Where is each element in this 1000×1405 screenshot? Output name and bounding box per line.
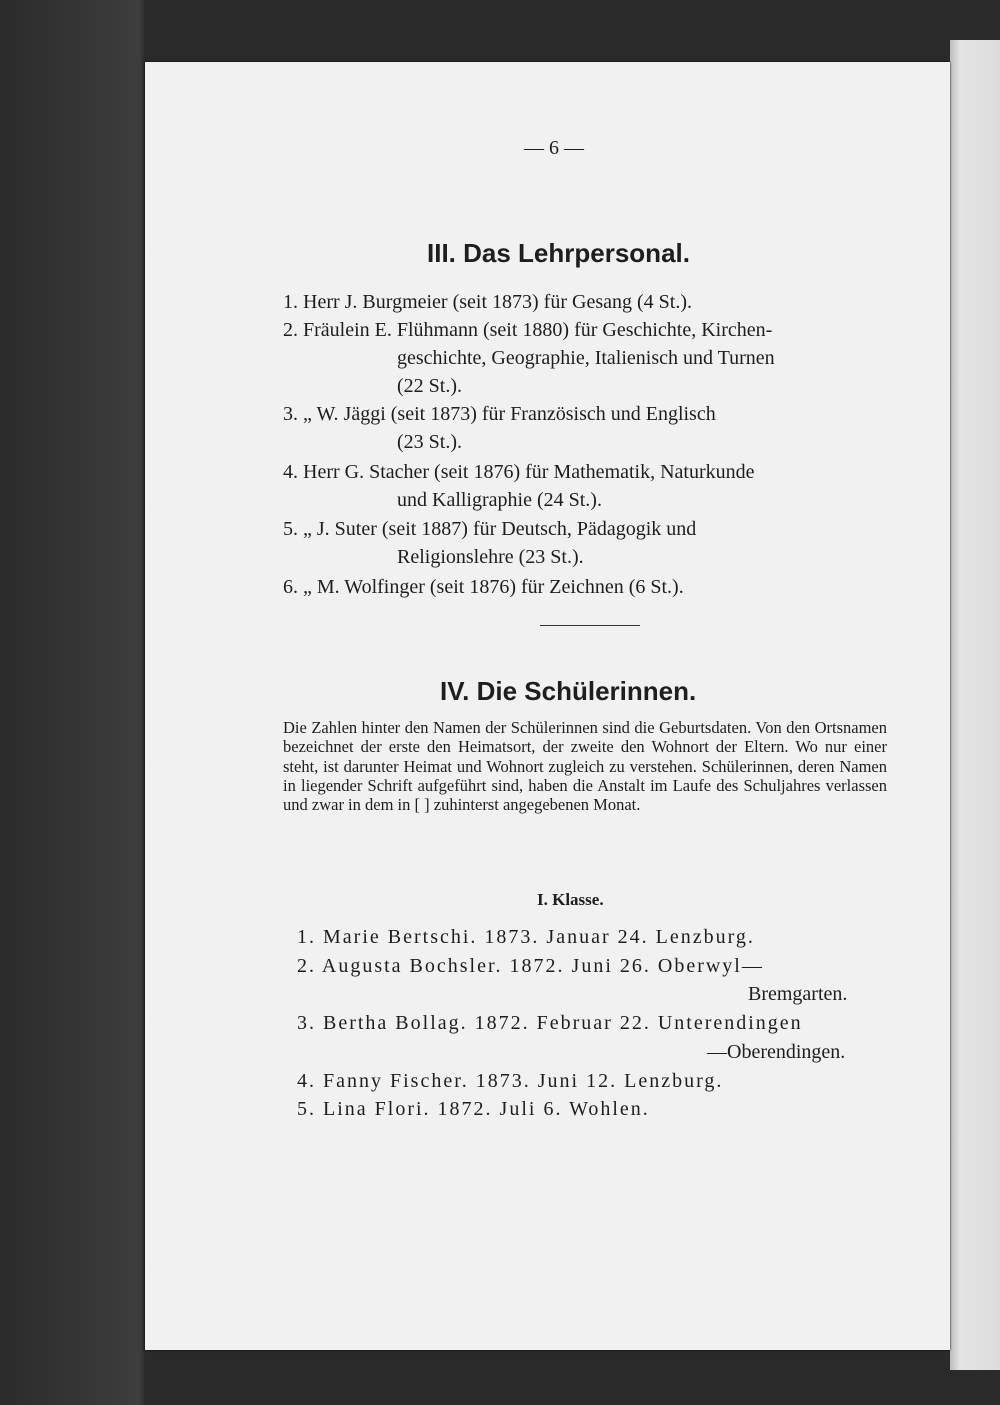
student-line: —Oberendingen. xyxy=(707,1041,846,1063)
teacher-line: (22 St.). xyxy=(397,375,462,397)
teacher-line: 4. Herr G. Stacher (seit 1876) für Mathematik, Naturkunde xyxy=(283,461,755,483)
next-page-edge xyxy=(950,40,1000,1370)
teacher-line: geschichte, Geographie, Italienisch und Turnen xyxy=(397,347,775,369)
student-line: 3. Bertha Bollag. 1872. Februar 22. Unterendingen xyxy=(297,1012,803,1034)
teacher-line: 6. „ M. Wolfinger (seit 1876) für Zeichnen (6 St.). xyxy=(283,576,684,598)
teacher-line: und Kalligraphie (24 St.). xyxy=(397,489,602,511)
teacher-line: Religionslehre (23 St.). xyxy=(397,546,584,568)
student-line: 2. Augusta Bochsler. 1872. Juni 26. Oberwyl— xyxy=(297,955,764,977)
teacher-line: 5. „ J. Suter (seit 1887) für Deutsch, Pädagogik und xyxy=(283,518,697,540)
intro-paragraph: Die Zahlen hinter den Namen der Schülerinnen sind die Geburtsdaten. Von den Ortsnamen bezeichnet der erste den Heimatsort, der zweite den Wohnort der Eltern. Wo nur einer steht, ist darunter Heimat und Wohnort zugleich zu verstehen. Schülerinnen, deren Namen in liegender Schrift aufgeführt sind, haben die Anstalt im Laufe des Schuljahres verlassen und zwar in dem in [ ] zuhinterst angegebenen Monat. xyxy=(283,718,887,815)
section-heading-lehrpersonal: III. Das Lehrpersonal. xyxy=(427,238,690,268)
student-line: 1. Marie Bertschi. 1873. Januar 24. Lenzburg. xyxy=(297,926,755,948)
student-line: 5. Lina Flori. 1872. Juli 6. Wohlen. xyxy=(297,1098,650,1120)
teacher-line: 2. Fräulein E. Flühmann (seit 1880) für Geschichte, Kirchen- xyxy=(283,319,773,341)
student-line: Bremgarten. xyxy=(748,983,848,1005)
teacher-line: (23 St.). xyxy=(397,431,462,453)
class-heading: I. Klasse. xyxy=(537,890,604,909)
page-number: — 6 — xyxy=(524,137,584,159)
teacher-line: 3. „ W. Jäggi (seit 1873) für Französisch und Englisch xyxy=(283,403,716,425)
student-line: 4. Fanny Fischer. 1873. Juni 12. Lenzburg. xyxy=(297,1070,724,1092)
section-heading-schuelerinnen: IV. Die Schülerinnen. xyxy=(440,676,697,706)
teacher-line: 1. Herr J. Burgmeier (seit 1873) für Gesang (4 St.). xyxy=(283,291,692,313)
section-divider xyxy=(540,625,640,626)
